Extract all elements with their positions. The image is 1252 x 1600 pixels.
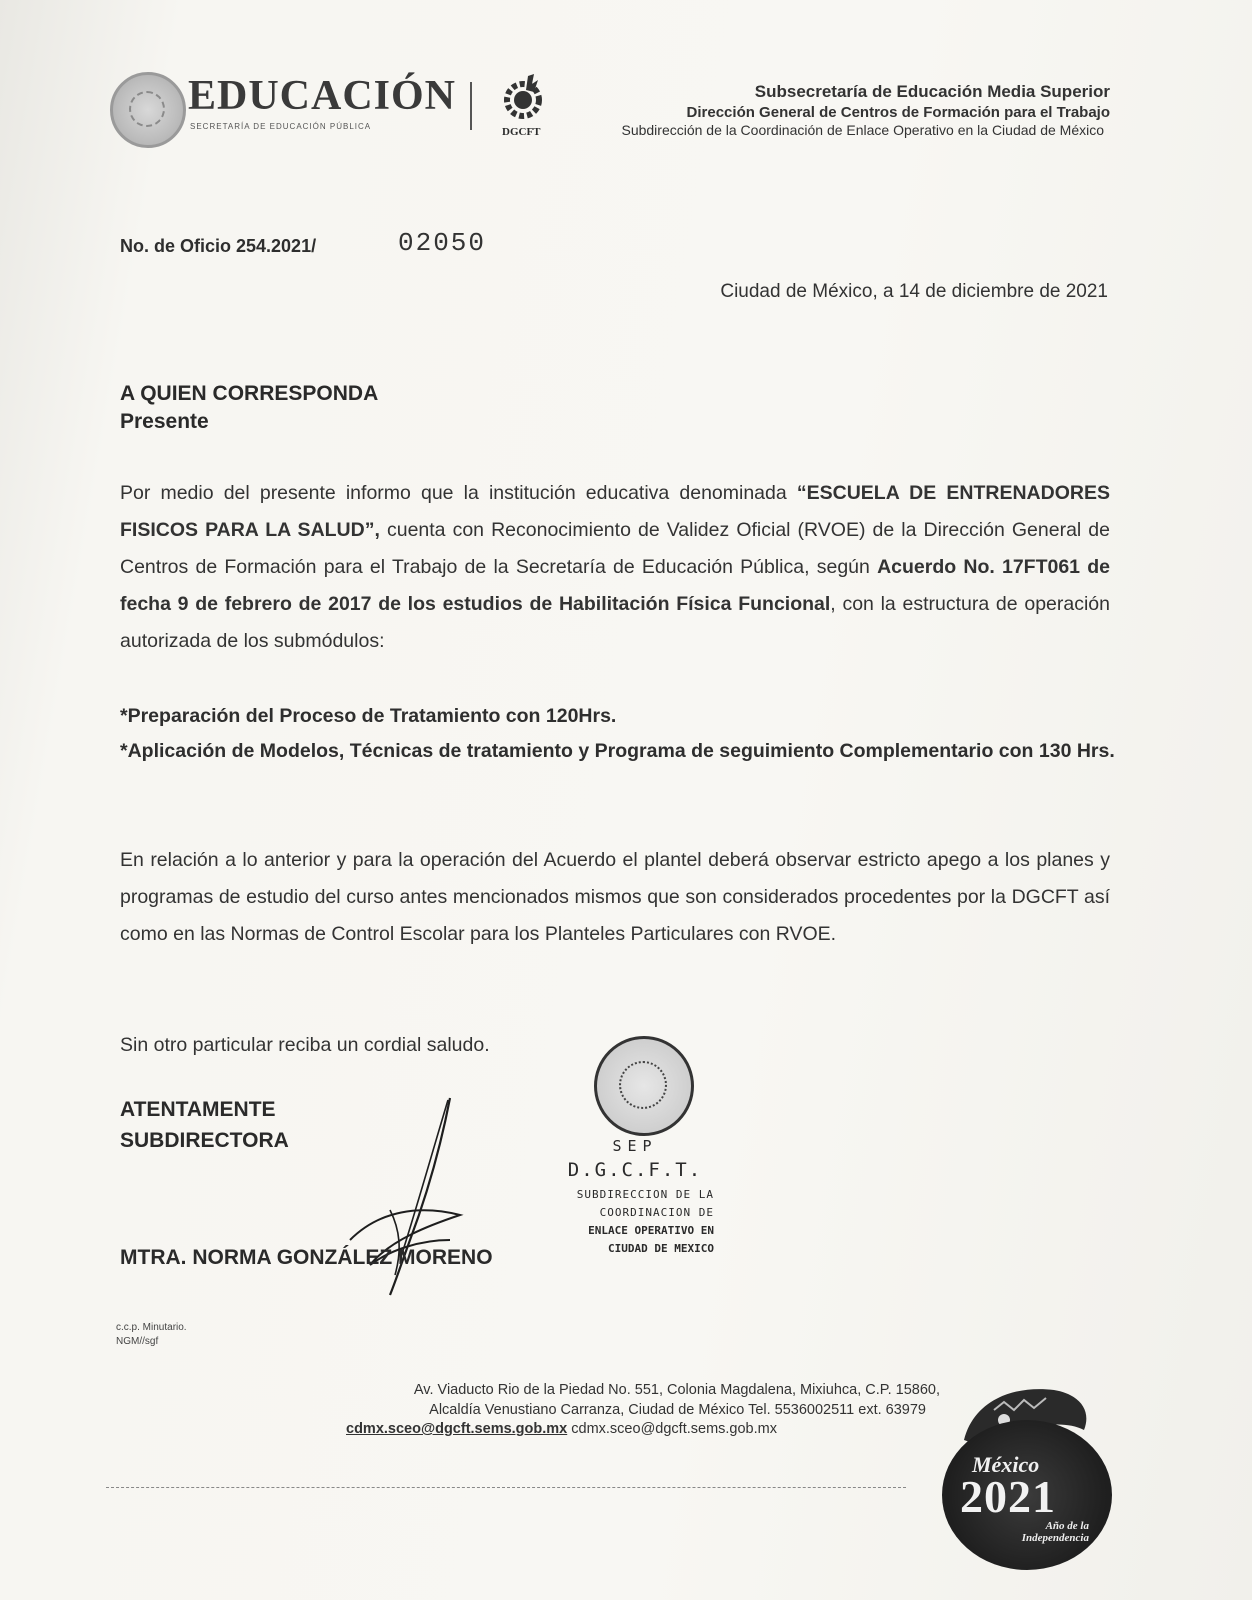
p1-text-c: , con la estructura de operación autorizada de los submódulos:: [120, 593, 1110, 652]
mexico-2021-logo: [932, 1380, 1132, 1580]
education-logo-subtitle: SECRETARÍA DE EDUCACIÓN PÚBLICA: [190, 122, 372, 131]
stamp-line-6: CIUDAD DE MEXICO: [608, 1242, 714, 1255]
closing-line-2: SUBDIRECTORA: [120, 1129, 289, 1152]
paragraph-1: [120, 475, 1110, 660]
stamp-line-2: D.G.C.F.T.: [567, 1159, 703, 1181]
stamp-line-4: COORDINACION DE: [599, 1206, 714, 1219]
logo-tagline-1: Año de la: [1045, 1520, 1089, 1532]
signatory-name: MTRA. NORMA GONZÁLEZ MORENO: [120, 1246, 493, 1269]
stamp-line-3: SUBDIRECCION DE LA: [576, 1188, 714, 1201]
paragraph-2: En relación a lo anterior y para la operación del Acuerdo el plantel deberá observar estricto apego a los planes y programas de estudio del curso antes mencionados mismos que son considerados procedentes por la DGCFT así como en las Normas de Control Escolar para los Planteles Particulares con RVOE.: [120, 849, 1110, 945]
p1-text-b: cuenta con Reconocimiento de Validez Oficial (RVOE) de la Dirección General de Centros de Formación para el Trabajo de la Secretaría de Educación Pública, según: [120, 519, 1110, 578]
submodule-item-2: *Aplicación de Modelos, Técnicas de tratamiento y Programa de seguimiento Complementario con 130 Hrs.: [120, 740, 1115, 762]
footer-email-link[interactable]: cdmx.sceo@dgcft.sems.gob.mx: [346, 1421, 568, 1437]
sep-seal-icon: [594, 1036, 694, 1136]
logo-text-mexico: México: [972, 1452, 1040, 1477]
logo-tagline-2: Independencia: [1021, 1532, 1089, 1544]
paragraph-3: Sin otro particular reciba un cordial saludo.: [120, 1034, 490, 1056]
submodule-item-1: *Preparación del Proceso de Tratamiento con 120Hrs.: [120, 705, 617, 727]
footer-email-text: cdmx.sceo@dgcft.sems.gob.mx: [571, 1421, 777, 1437]
logo-text-tagline: [994, 1520, 1089, 1544]
stamp-line-5: ENLACE OPERATIVO EN: [588, 1224, 714, 1237]
footer-divider: [106, 1487, 906, 1488]
header-line-2: Dirección General de Centros de Formación para el Trabajo: [686, 104, 1110, 121]
oficio-label: No. de Oficio 254.2021/: [120, 236, 317, 256]
education-logo-title: EDUCACIÓN: [188, 73, 457, 119]
agreement-reference: Acuerdo No. 17FT061 de fecha 9 de febrero de 2017 de los estudios de Habilitación Física Funcional: [120, 556, 1110, 615]
mexican-coat-of-arms-icon: [110, 72, 186, 148]
p1-text-a: Por medio del presente informo que la institución educativa denominada: [120, 482, 797, 504]
gear-torch-icon: [498, 72, 548, 122]
closing-line-1: ATENTAMENTE: [120, 1098, 276, 1121]
footer-address-2: Alcaldía Venustiano Carranza, Ciudad de México Tel. 5536002511 ext. 63979: [429, 1402, 926, 1418]
letter-date: Ciudad de México, a 14 de diciembre de 2021: [720, 281, 1108, 302]
header-line-3: Subdirección de la Coordinación de Enlace Operativo en la Ciudad de México: [621, 122, 1104, 138]
stamp-line-1: SEP: [612, 1137, 658, 1155]
dgcft-label: DGCFT: [502, 126, 541, 138]
addressee-line-1: A QUIEN CORRESPONDA: [120, 382, 379, 405]
header-divider: [470, 82, 472, 130]
logo-text-year: 2021: [960, 1471, 1056, 1522]
footer-emails: [346, 1421, 777, 1437]
institution-name: “ESCUELA DE ENTRENADORES FISICOS PARA LA SALUD”,: [120, 482, 1110, 541]
ccp-line-2: NGM//sgf: [116, 1336, 159, 1347]
oficio-number: 02050: [398, 228, 487, 258]
header-line-1: Subsecretaría de Educación Media Superior: [754, 82, 1110, 101]
ccp-line-1: c.c.p. Minutario.: [116, 1322, 187, 1333]
footer-address-1: Av. Viaducto Rio de la Piedad No. 551, Colonia Magdalena, Mixiuhca, C.P. 15860,: [413, 1382, 940, 1398]
addressee-line-2: Presente: [120, 410, 209, 433]
